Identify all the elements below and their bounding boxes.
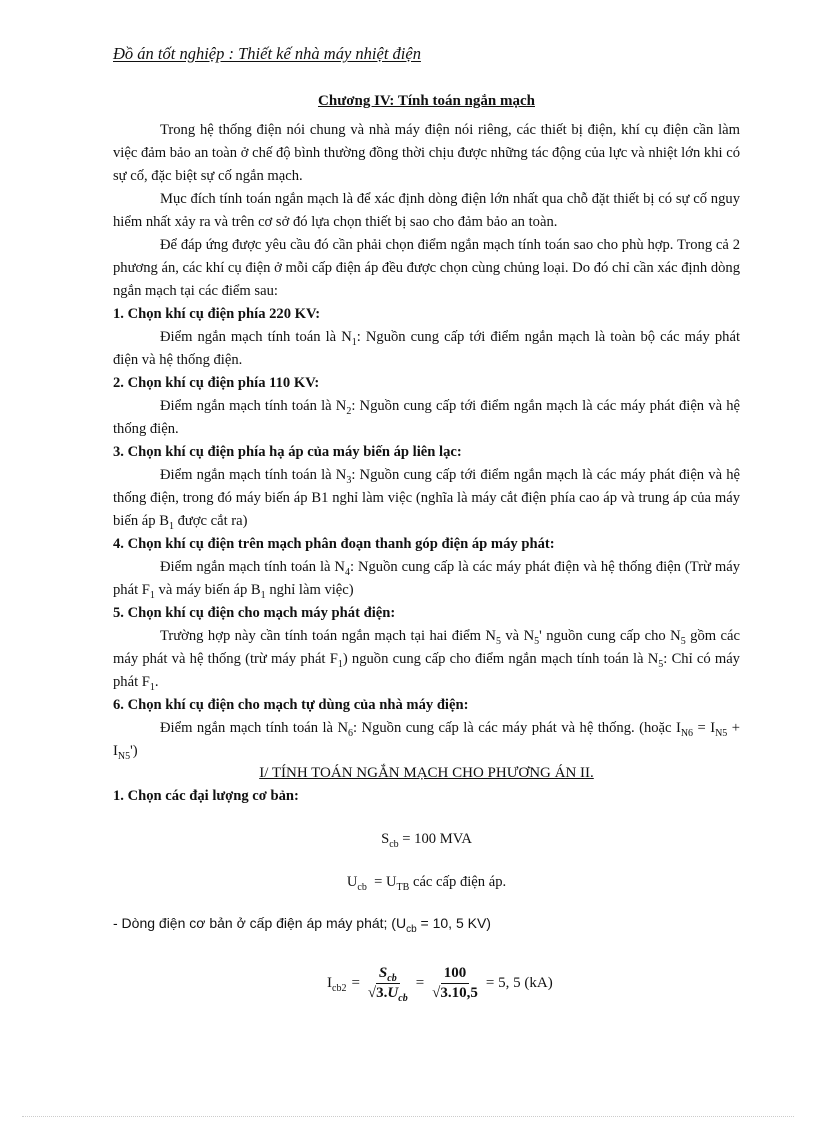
section-1-text: Điểm ngắn mạch tính toán là $N_1$: Nguồn cung cấp tới điểm ngắn mạch là toàn bộ các máy phát điện và hệ thống điện.: [113, 329, 740, 368]
chapter-title: Chương IV: Tính toán ngắn mạch: [318, 93, 535, 109]
ucb-equation: $U_{cb} = U_{TB}$ các cấp điện áp.: [346, 874, 507, 893]
base-current-note: - Dòng điện cơ bản ở cấp điện áp máy phát; ($U_{cb} = 10$, 5 KV): [113, 915, 491, 935]
section-6-title: 6. Chọn khí cụ điện cho mạch tự dùng của nhà máy điện:: [113, 697, 469, 713]
intro-paragraph-2: Mục đích tính toán ngắn mạch là để xác định dòng điện lớn nhất qua chỗ đặt thiết bị có sự cố nguy hiểm nhất xảy ra và trên cơ sở đó lựa chọn thiết bị sao cho đảm bảo an toàn.: [113, 191, 740, 230]
formula-equals: =: [351, 975, 360, 991]
section-4-text: Điểm ngắn mạch tính toán là $N_4$: Nguồn cung cấp là các máy phát điện và hệ thống điện (Trừ máy phát $F_1$ và máy biến áp $B_1$ nghỉ làm việc): [113, 559, 740, 601]
fraction-numeric-denominator: √3.10,5: [432, 985, 478, 1001]
fraction-numeric: [429, 965, 481, 1002]
intro-paragraph-1: Trong hệ thống điện nói chung và nhà máy điện nói riêng, các thiết bị điện, khí cụ điện cần làm việc đảm bảo an toàn ở chế độ bình thường đồng thời chịu được những tác động của lực và nhiệt lớn khi có sự cố, đặc biệt sự cố ngắn mạch.: [113, 122, 740, 184]
section-3-title: 3. Chọn khí cụ điện phía hạ áp của máy biến áp liên lạc:: [113, 444, 462, 460]
section-4-title: 4. Chọn khí cụ điện trên mạch phân đoạn thanh góp điện áp máy phát:: [113, 536, 555, 552]
document-body: [113, 86, 740, 935]
fraction-symbolic: [365, 965, 411, 1002]
page-bottom-rule: [22, 1116, 794, 1117]
base-current-formula: [327, 965, 553, 1002]
page-header: Đồ án tốt nghiệp : Thiết kế nhà máy nhiệt điện: [113, 44, 421, 63]
fraction-numeric-numerator: 100: [441, 965, 470, 984]
part-title: I/ TÍNH TOÁN NGẮN MẠCH CHO PHƯƠNG ÁN II.: [259, 765, 594, 781]
fraction-symbolic-denominator: $√3.U_{cb}$: [367, 985, 408, 1004]
scb-equation: $S_{cb} = 100$ MVA: [381, 831, 472, 850]
section-6-text: Điểm ngắn mạch tính toán là $N_6$: Nguồn cung cấp là các máy phát và hệ thống. (hoặc $I_{N6} = I_{N5} + I_{N5}'$): [113, 720, 740, 762]
section-5-text: Trường hợp này cần tính toán ngắn mạch tại hai điểm $N_5$ và $N_5'$ nguồn cung cấp cho $N_5$ gồm các máy phát và hệ thống (trừ máy phát $F_1$) nguồn cung cấp cho điểm ngắn mạch tính toán là $N_5$: Chỉ có máy phát $F_1$.: [113, 628, 740, 693]
fraction-symbolic-numerator: $S_{cb}$: [376, 965, 400, 984]
section-2-text: Điểm ngắn mạch tính toán là $N_2$: Nguồn cung cấp tới điểm ngắn mạch là các máy phát điện và hệ thống điện.: [113, 398, 740, 437]
formula-result: = 5, 5 (kA): [485, 975, 553, 991]
section-3-text: Điểm ngắn mạch tính toán là $N_3$: Nguồn cung cấp tới điểm ngắn mạch là các máy phát điện và hệ thống điện, trong đó máy biến áp B1 nghỉ làm việc (nghĩa là máy cắt điện phía cao áp và trung áp của máy biến áp $B_1$ được cắt ra): [113, 467, 740, 532]
section-1-title: 1. Chọn khí cụ điện phía 220 KV:: [113, 306, 321, 322]
formula-equals-2: =: [415, 975, 425, 991]
basics-title: 1. Chọn các đại lượng cơ bản:: [113, 788, 299, 804]
section-2-title: 2. Chọn khí cụ điện phía 110 KV:: [113, 375, 320, 391]
formula-lhs: $I_{cb2}$: [327, 975, 347, 994]
section-5-title: 5. Chọn khí cụ điện cho mạch máy phát điện:: [113, 605, 396, 621]
intro-paragraph-3: Để đáp ứng được yêu cầu đó cần phải chọn điểm ngắn mạch tính toán sao cho phù hợp. Trong cả 2 phương án, các khí cụ điện ở mỗi cấp điện áp đều được chọn cùng chủng loại. Do đó chỉ cần xác định dòng ngắn mạch tại các điểm sau:: [113, 237, 741, 299]
